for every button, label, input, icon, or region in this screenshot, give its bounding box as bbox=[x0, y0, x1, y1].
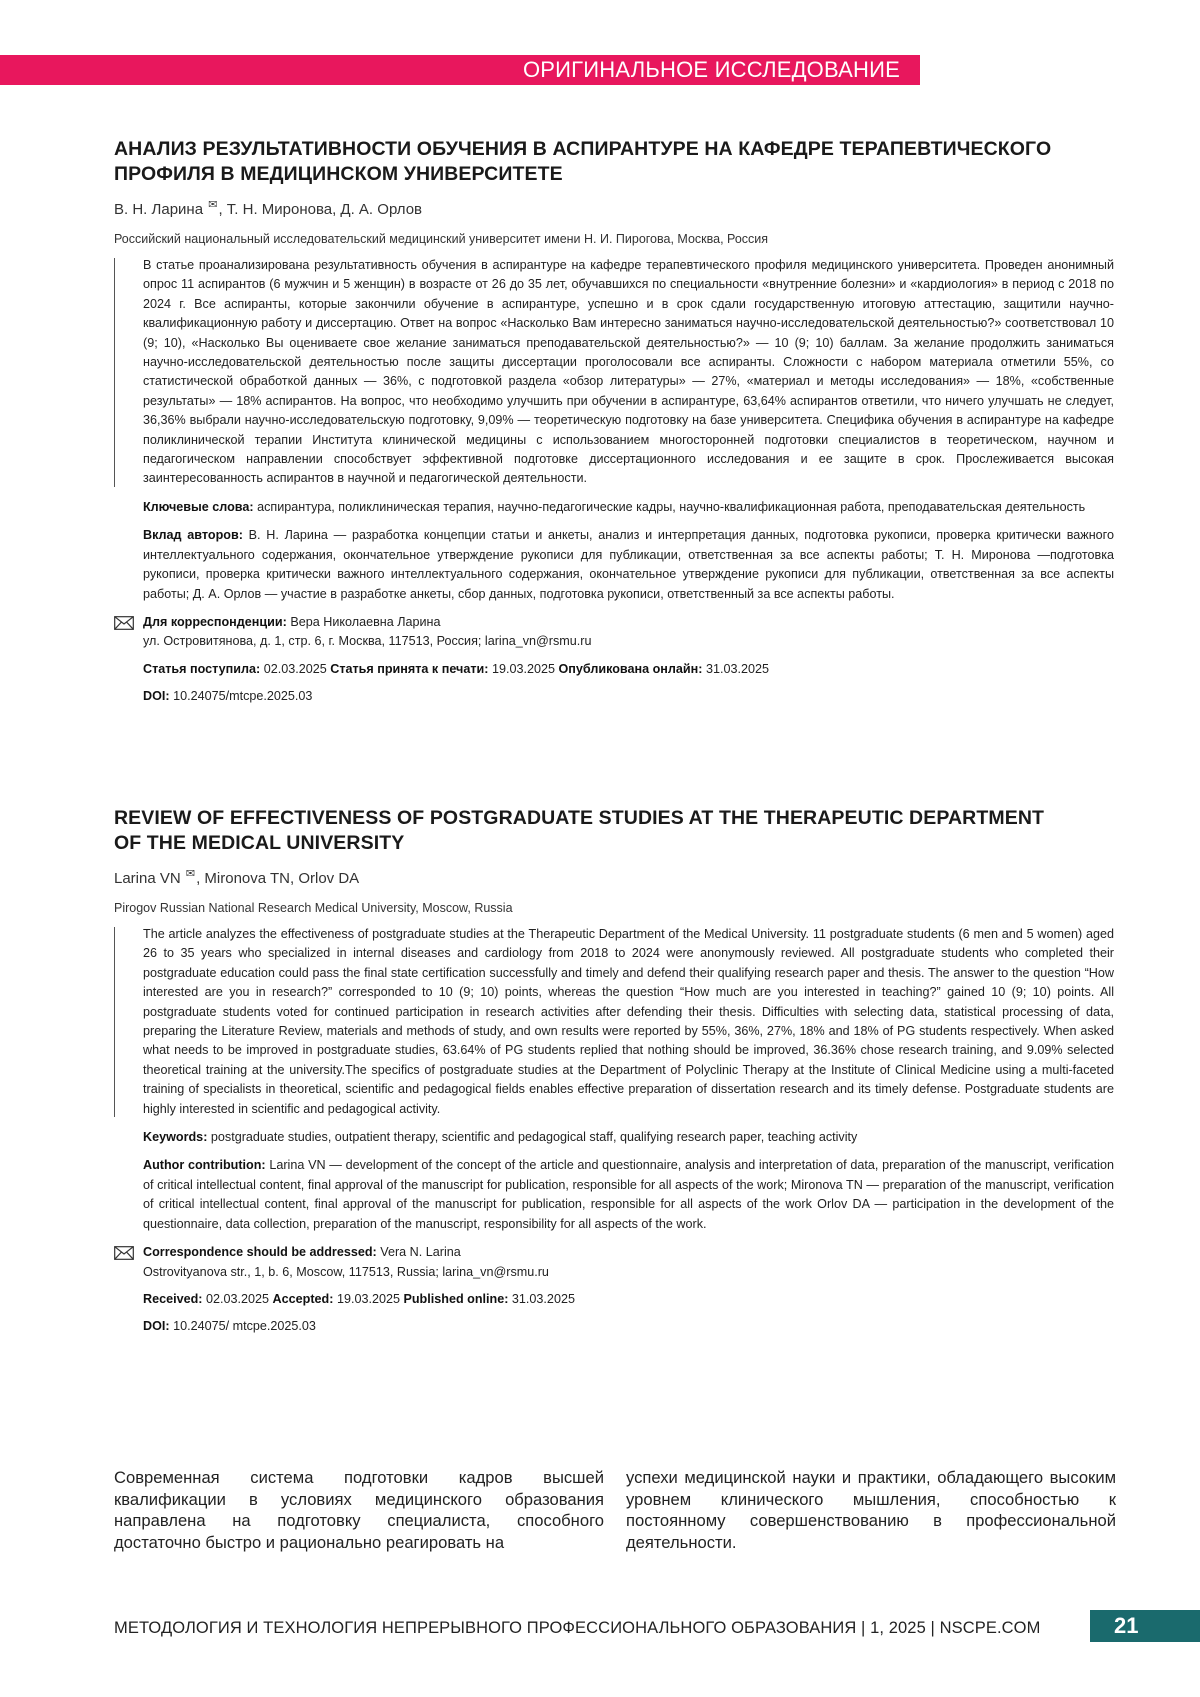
ru-received: 02.03.2025 bbox=[264, 662, 327, 676]
en-doi-label: DOI: bbox=[143, 1319, 170, 1333]
ru-affiliation: Российский национальный исследовательский медицинский университет имени Н. И. Пирогова, Москва, Россия bbox=[114, 230, 1114, 248]
ru-received-label: Статья поступила: bbox=[143, 662, 260, 676]
en-dates bbox=[114, 1290, 1114, 1309]
ru-corr-line1 bbox=[143, 613, 1114, 632]
en-corr-address: Ostrovityanova str., 1, b. 6, Moscow, 117513, Russia; larina_vn@rsmu.ru bbox=[143, 1263, 1114, 1282]
en-corr-label: Correspondence should be addressed: bbox=[143, 1245, 377, 1259]
footer-journal: МЕТОДОЛОГИЯ И ТЕХНОЛОГИЯ НЕПРЕРЫВНОГО ПРОФЕССИОНАЛЬНОГО ОБРАЗОВАНИЯ | 1, 2025 | NSCPE.COM bbox=[114, 1616, 1040, 1640]
section-banner: ОРИГИНАЛЬНОЕ ИССЛЕДОВАНИЕ bbox=[0, 55, 920, 85]
envelope-icon bbox=[114, 1246, 134, 1260]
ru-contribution bbox=[114, 526, 1114, 604]
ru-keywords-label: Ключевые слова: bbox=[143, 500, 254, 514]
ru-corr-name: Вера Николаевна Ларина bbox=[290, 615, 440, 629]
ru-keywords-text: аспирантура, поликлиническая терапия, научно-педагогические кадры, научно-квалификационная работа, преподавательская деятельность bbox=[257, 500, 1085, 514]
ru-doi-value: 10.24075/mtcpe.2025.03 bbox=[173, 689, 312, 703]
en-received: 02.03.2025 bbox=[206, 1292, 269, 1306]
ru-doi-label: DOI: bbox=[143, 689, 170, 703]
ru-abstract: В статье проанализирована результативность обучения в аспирантуре на кафедре терапевтического профиля медицинского университета. Проведен анонимный опрос 11 аспирантов (6 мужчин и 5 женщин) в возрасте от 26 до 35 лет, обучавшихся по специальности «внутренние болезни» и «кардиология» в период с 2018 по 2024 г. Все аспиранты, которые закончили обучение в аспирантуре, успешно и в срок сдали государственную итоговую аттестацию, защитили научно-квалификационную работу и диссертацию. Ответ на вопрос «Насколько Вам интересно заниматься научно-исследовательской деятельностью?» соответствовал 10 (9; 10), «Насколько Вы оцениваете свое желание заниматься преподавательской деятельностью?» — 10 (9; 10) баллам. За желание продолжить заниматься научно-исследовательской деятельностью после защиты диссертации проголосовали все аспиранты. Сложности с набором материала отметили 55%, со статистической обработкой данных — 36%, с подготовкой раздела «обзор литературы» — 27%, «материал и методы исследования» — 18%, «собственные результаты» — 18% аспирантов. На вопрос, что необходимо улучшить при обучении в аспирантуре, 63,64% аспирантов ответили, что ничего улучшать не следует, 36,36% выбрали научно-исследовательскую подготовку, 9,09% — теоретическую подготовку на базе университета. Специфика обучения в аспирантуре на кафедре поликлинической терапии Института клинической медицины с использованием многосторонней подготовки специалистов в теоретическом, научном и педагогическом направлении способствует эффективной подготовке диссертационного исследования и ее защите в срок. Прослеживается высокая заинтересованность аспирантов в научной и педагогической деятельности. bbox=[143, 256, 1114, 489]
en-published-label: Published online: bbox=[403, 1292, 508, 1306]
envelope-icon bbox=[114, 616, 134, 630]
ru-contrib-text: В. Н. Ларина — разработка концепции статьи и анкеты, анализ и интерпретация данных, подготовка рукописи, проверка критически важного интеллектуального содержания, окончательное утверждение рукописи для публикации, ответственная за все аспекты работы; Т. Н. Миронова —подготовка рукописи, проверка критически важного интеллектуального содержания, окончательное утверждение рукописи для публикации, ответственная за все аспекты работы; Д. А. Орлов — участие в разработке анкеты, сбор данных, подготовка рукописи, ответственный за все аспекты работы. bbox=[143, 528, 1114, 600]
en-corr-line1 bbox=[143, 1243, 1114, 1262]
en-article-header bbox=[114, 806, 1114, 1337]
en-accepted-label: Accepted: bbox=[273, 1292, 334, 1306]
en-contribution bbox=[114, 1156, 1114, 1234]
ru-keywords bbox=[114, 498, 1114, 517]
ru-accepted-label: Статья принята к печати: bbox=[330, 662, 488, 676]
en-contrib-label: Author contribution: bbox=[143, 1158, 266, 1172]
ru-title-line1: АНАЛИЗ РЕЗУЛЬТАТИВНОСТИ ОБУЧЕНИЯ В АСПИРАНТУРЕ НА КАФЕДРЕ ТЕРАПЕВТИЧЕСКОГО bbox=[114, 138, 1051, 160]
ru-author-1: В. Н. Ларина bbox=[114, 201, 203, 218]
ru-authors-rest: , Т. Н. Миронова, Д. А. Орлов bbox=[218, 201, 422, 218]
en-doi bbox=[114, 1317, 1114, 1336]
en-abstract-block bbox=[114, 925, 1114, 1119]
ru-title bbox=[114, 137, 1114, 187]
ru-published: 31.03.2025 bbox=[706, 662, 769, 676]
ru-dates bbox=[114, 660, 1114, 679]
ru-correspondence bbox=[114, 613, 1114, 652]
en-correspondence bbox=[114, 1243, 1114, 1282]
body-column-2: успехи медицинской науки и практики, обладающего высоким уровнем клинического мышления, способностью к постоянному совершенствованию в профессиональной деятельности. bbox=[626, 1467, 1116, 1553]
en-title-line2: OF THE MEDICAL UNIVERSITY bbox=[114, 832, 404, 854]
en-published: 31.03.2025 bbox=[512, 1292, 575, 1306]
ru-authors bbox=[114, 195, 1114, 220]
ru-contrib-label: Вклад авторов: bbox=[143, 528, 243, 542]
ru-abstract-block bbox=[114, 256, 1114, 489]
en-doi-value: 10.24075/ mtcpe.2025.03 bbox=[173, 1319, 316, 1333]
en-affiliation: Pirogov Russian National Research Medical University, Moscow, Russia bbox=[114, 899, 1114, 917]
en-keywords-label: Keywords: bbox=[143, 1130, 207, 1144]
en-keywords bbox=[114, 1128, 1114, 1147]
page-number: 21 bbox=[1090, 1610, 1200, 1642]
ru-doi bbox=[114, 687, 1114, 706]
en-authors bbox=[114, 864, 1114, 889]
en-authors-rest: , Mironova TN, Orlov DA bbox=[196, 870, 359, 887]
ru-article-header bbox=[114, 137, 1114, 707]
mail-icon: ✉ bbox=[186, 868, 195, 880]
en-received-label: Received: bbox=[143, 1292, 203, 1306]
ru-accepted: 19.03.2025 bbox=[492, 662, 555, 676]
ru-title-line2: ПРОФИЛЯ В МЕДИЦИНСКОМ УНИВЕРСИТЕТЕ bbox=[114, 163, 563, 185]
mail-icon: ✉ bbox=[208, 199, 217, 211]
en-title-line1: REVIEW OF EFFECTIVENESS OF POSTGRADUATE STUDIES AT THE THERAPEUTIC DEPARTMENT bbox=[114, 807, 1044, 829]
en-contrib-text: Larina VN — development of the concept of the article and questionnaire, analysis and interpretation of data, preparation of the manuscript, verification of critical intellectual content, final approval of the manuscript for publication, responsible for all aspects of the work; Mironova TN — preparation of the manuscript, verification of critical intellectual content, final approval of the manuscript for publication, responsible for all aspects of the work Orlov DA — participation in the development of the questionnaire, data collection, preparation of the manuscript, responsibility for all aspects of the work. bbox=[143, 1158, 1114, 1230]
ru-published-label: Опубликована онлайн: bbox=[558, 662, 702, 676]
ru-corr-label: Для корреспонденции: bbox=[143, 615, 287, 629]
en-author-1: Larina VN bbox=[114, 870, 181, 887]
en-title bbox=[114, 806, 1114, 856]
en-abstract: The article analyzes the effectiveness of postgraduate studies at the Therapeutic Department of the Medical University. 11 postgraduate students (6 men and 5 women) aged 26 to 35 years who specialized in internal diseases and cardiology from 2018 to 2024 were anonymously reviewed. All postgraduate students who completed their postgraduate education could pass the final state certification successfully and timely and defend their qualifying research paper and thesis. The answer to the question “How interested are you in research?” corresponded to 10 (9; 10) points, whereas the question “How much are you interested in teaching?” gained 10 (9; 10) points. All postgraduate students voted for continued participation in research activities after defending their thesis. Difficulties with selecting data, statistical processing of data, preparing the Literature Review, materials and methods of study, and own results were reported by 55%, 36%, 27%, 18% and 18% of PG students respectively. When asked what needs to be improved in postgraduate studies, 63.64% of PG students replied that nothing should be improved, 36.36% chose research training, and 9.09% selected theoretical training at the university.The specifics of postgraduate studies at the Department of Polyclinic Therapy at the Institute of Clinical Medicine using a multi-faceted training of specialists in theoretical, scientific and pedagogical fields enables effective preparation of dissertation research and its timely defense. Postgraduate students are highly interested in scientific and pedagogical activity. bbox=[143, 925, 1114, 1119]
en-corr-name: Vera N. Larina bbox=[380, 1245, 461, 1259]
en-keywords-text: postgraduate studies, outpatient therapy, scientific and pedagogical staff, qualifying research paper, teaching activity bbox=[211, 1130, 857, 1144]
en-accepted: 19.03.2025 bbox=[337, 1292, 400, 1306]
body-column-1: Современная система подготовки кадров высшей квалификации в условиях медицинского образования направлена на подготовку специалиста, способного достаточно быстро и рационально реагировать на bbox=[114, 1467, 604, 1553]
ru-corr-address: ул. Островитянова, д. 1, стр. 6, г. Москва, 117513, Россия; larina_vn@rsmu.ru bbox=[143, 632, 1114, 651]
